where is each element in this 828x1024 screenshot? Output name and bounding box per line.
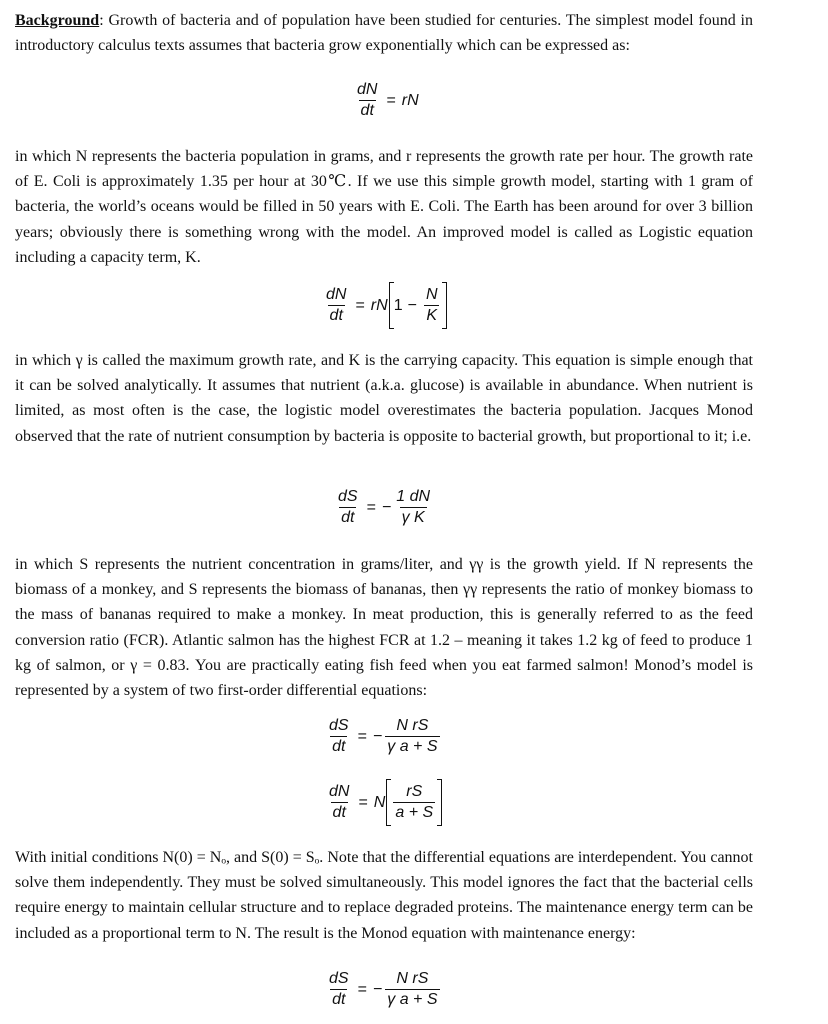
equation-exponential: $\frac{dN}{dt}$ = rN: [357, 81, 419, 119]
fraction-rS-a-S: $\frac{rS}{a + S}$: [395, 783, 434, 821]
paragraph-maintenance: With initial conditions N(0) = Nₒ, and S(0) = Sₒ. Note that the differential equations are interdependent. You cannot solve them independently. They must be solved simultaneously. This model ignores the fact that the bacterial cells require energy to maintain cellular structure and to replace degraded proteins. The maintenance energy term can be included as a proportional term to N. The result is the Monod equation with maintenance energy:: [15, 849, 753, 942]
bracket-monod: [386, 783, 442, 822]
bracket-logistic: 1 − $\frac{N}{K}$: [389, 286, 447, 325]
fraction-dS-dt: $\frac{dS}{dt}$: [329, 970, 349, 1008]
equation-logistic: $\frac{dN}{dt}$ = rN 1 − $\frac{N}{K}$: [322, 286, 447, 325]
paragraph-growth-rate: in which N represents the bacteria population in grams, and r represents the growth rate per hour. The growth rate of E. Coli is approximately 1.35 per hour at 30℃. If we use this simple growth model, starting with 1 gram of bacteria, the world’s oceans would be filled in 50 years with E. Coli. The Earth has been around for over 3 billion years; obviously there is something wrong with the model. An improved model is called as Logistic equation including a capacity term, K.: [15, 148, 753, 266]
paragraph-intro: [15, 8, 753, 58]
equation-monod-dN: $\frac{dN}{dt}$ = N $\frac{rS}{a + S}$: [325, 783, 442, 822]
fraction-NrS-gamma-a-S: $\frac{\text{N rS}}{\text{γ a + S}}$: [387, 717, 438, 755]
equation-monod-dS: $\frac{dS}{dt}$ = − $\frac{\text{N rS}}{\text{γ a + S}}$: [329, 717, 438, 755]
equation-nutrient-rate: $\frac{dS}{dt}$ = − $\frac{1 dN}{\text{γ K}}$: [338, 488, 431, 526]
fraction-1dN-gammaK: $\frac{1 dN}{\text{γ K}}$: [396, 488, 431, 526]
equation-monod-maintenance: $\frac{dS}{dt}$ = − $\frac{\text{N rS}}{\text{γ a + S}}$: [329, 970, 438, 1008]
paragraph-logistic: in which γ is called the maximum growth rate, and K is the carrying capacity. This equation is simple enough that it can be solved analytically. It assumes that nutrient (a.k.a. glucose) is available in abundance. When nutrient is limited, as most often is the case, the logistic model overestimates the bacteria population. Jacques Monod observed that the rate of nutrient consumption by bacteria is opposite to bacterial growth, but proportional to it; i.e.: [15, 352, 753, 445]
fraction-dS-dt: $\frac{dS}{dt}$: [338, 488, 358, 526]
fraction-NrS-gamma-a-S: $\frac{\text{N rS}}{\text{γ a + S}}$: [387, 970, 438, 1008]
intro-text: : Growth of bacteria and of population have been studied for centuries. The simplest model found in introductory calculus texts assumes that bacteria grow exponentially which can be expressed as:: [15, 12, 753, 55]
fraction-dN-dt: $\frac{dN}{dt}$: [326, 286, 347, 324]
fraction-dN-dt: $\frac{dN}{dt}$: [357, 81, 378, 119]
background-heading: Background: [15, 12, 100, 29]
fraction-N-K: $\frac{N}{K}$: [425, 286, 438, 324]
fraction-dS-dt: $\frac{dS}{dt}$: [329, 717, 349, 755]
paragraph-monod: in which S represents the nutrient concentration in grams/liter, and γγ is the growth yield. If N represents the biomass of a monkey, and S represents the biomass of bananas, then γγ represents the ratio of monkey biomass to the mass of bananas required to make a monkey. In meat production, this is generally referred to as the feed conversion ratio (FCR). Atlantic salmon has the highest FCR at 1.2 – meaning it takes 1.2 kg of feed to produce 1 kg of salmon, or γ = 0.83. You are practically eating fish feed when you eat farmed salmon! Monod’s model is represented by a system of two first-order differential equations:: [15, 556, 753, 700]
fraction-dN-dt: $\frac{dN}{dt}$: [329, 783, 350, 821]
